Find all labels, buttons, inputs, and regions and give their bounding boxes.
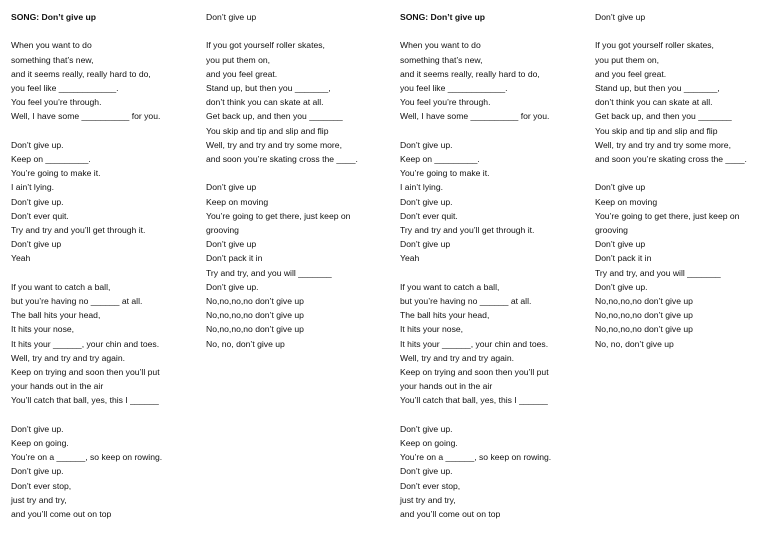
- lyric-line: Well, I have some __________ for you.: [11, 111, 161, 122]
- blank-line: [206, 24, 381, 38]
- lyric-line: and you’ll come out on top: [11, 509, 112, 520]
- lyric-line: You’ll catch that ball, yes, this I ______: [11, 395, 159, 406]
- lyric-line: just try and try,: [11, 494, 67, 505]
- blank-line: [11, 124, 195, 138]
- song-title: SONG: Don’t give up: [400, 12, 485, 22]
- lyric-line: No, no, don’t give up: [595, 338, 674, 349]
- lyric-line: No, no, don’t give up: [206, 338, 285, 349]
- song-title: SONG: Don’t give up: [11, 12, 96, 22]
- lyric-line: you put them on,: [595, 54, 660, 65]
- lyric-line: No,no,no,no don’t give up: [206, 296, 304, 307]
- lyric-line: Get back up, and then you _______: [206, 111, 343, 122]
- lyric-line: Don’t give up: [206, 12, 257, 22]
- lyric-line: Keep on trying and soon then you’ll put: [400, 367, 549, 378]
- lyric-line: you feel like ____________.: [11, 83, 119, 93]
- lyric-line: Try and try, and you will _______: [206, 267, 332, 278]
- lyric-line: and it seems really, really hard to do,: [400, 68, 540, 79]
- lyric-line: If you got yourself roller skates,: [595, 40, 714, 51]
- lyric-line: Don’t give up: [206, 239, 257, 250]
- lyric-line: Stand up, but then you _______,: [595, 83, 720, 93]
- lyric-line: I ain’t lying.: [11, 182, 54, 193]
- lyric-line: something that’s new,: [11, 54, 94, 65]
- lyrics-column-2: [206, 10, 381, 351]
- lyric-line: something that’s new,: [400, 54, 483, 65]
- lyric-line: grooving: [206, 225, 239, 236]
- lyric-line: You’re on a ______, so keep on rowing.: [400, 452, 552, 463]
- blank-line: [206, 166, 381, 180]
- lyric-line: just try and try,: [400, 494, 456, 505]
- lyric-line: No,no,no,no don’t give up: [595, 296, 693, 307]
- lyric-line: and it seems really, really hard to do,: [11, 68, 151, 79]
- lyric-line: Keep on _________.: [11, 154, 91, 164]
- lyric-line: don’t think you can skate at all.: [595, 97, 713, 108]
- lyric-line: Well, try and try and try again.: [400, 352, 514, 363]
- lyric-line: Keep on moving: [595, 196, 658, 207]
- lyric-line: You skip and tip and slip and flip: [206, 125, 329, 136]
- lyric-line: your hands out in the air: [400, 381, 493, 392]
- lyric-line: Don’t ever quit.: [11, 210, 69, 221]
- lyric-line: You feel you’re through.: [400, 97, 491, 108]
- lyric-line: Don’t ever stop,: [11, 480, 72, 491]
- lyric-line: Keep on going.: [11, 438, 69, 449]
- lyric-line: Get back up, and then you _______: [595, 111, 732, 122]
- blank-line: [595, 24, 765, 38]
- lyric-line: I ain’t lying.: [400, 182, 443, 193]
- lyric-line: Don’t give up: [595, 239, 646, 250]
- lyric-line: Well, try and try and try some more,: [595, 139, 731, 150]
- lyric-line: Stand up, but then you _______,: [206, 83, 331, 93]
- lyric-line: You feel you’re through.: [11, 97, 102, 108]
- lyric-line: Keep on moving: [206, 196, 269, 207]
- lyric-line: If you want to catch a ball,: [11, 281, 111, 292]
- lyric-line: The ball hits your head,: [400, 310, 490, 321]
- lyrics-column-1: [11, 10, 195, 521]
- lyric-line: Yeah: [11, 253, 31, 264]
- lyrics-column-4: [595, 10, 765, 351]
- blank-line: [11, 408, 195, 422]
- lyric-line: Don’t pack it in: [595, 253, 652, 264]
- lyric-line: Don’t give up.: [400, 139, 453, 150]
- blank-line: [400, 408, 584, 422]
- lyric-line: Don’t give up.: [11, 423, 64, 434]
- lyric-line: If you got yourself roller skates,: [206, 40, 325, 51]
- lyric-line: Try and try and you’ll get through it.: [400, 225, 535, 236]
- lyric-line: No,no,no,no don’t give up: [595, 310, 693, 321]
- lyric-line: and you feel great.: [595, 68, 667, 79]
- lyric-line: Well, try and try and try again.: [11, 352, 125, 363]
- lyric-line: you put them on,: [206, 54, 271, 65]
- lyric-line: Don’t give up.: [400, 423, 453, 434]
- lyric-line: grooving: [595, 225, 628, 236]
- blank-line: [400, 266, 584, 280]
- blank-line: [595, 166, 765, 180]
- lyric-line: and you’ll come out on top: [400, 509, 501, 520]
- lyric-line: No,no,no,no don’t give up: [206, 310, 304, 321]
- lyric-line: Don’t give up.: [400, 196, 453, 207]
- lyric-line: Don’t ever stop,: [400, 480, 461, 491]
- lyric-line: You skip and tip and slip and flip: [595, 125, 718, 136]
- lyric-line: your hands out in the air: [11, 381, 104, 392]
- lyric-line: You’re going to get there, just keep on: [206, 210, 351, 221]
- blank-line: [400, 124, 584, 138]
- lyric-line: Don’t give up: [595, 12, 646, 22]
- lyric-line: you feel like ____________.: [400, 83, 508, 93]
- blank-line: [400, 24, 584, 38]
- lyric-line: It hits your ______, your chin and toes.: [400, 338, 549, 349]
- lyric-line: Don’t give up.: [11, 196, 64, 207]
- lyric-line: but you’re having no ______ at all.: [400, 296, 532, 307]
- lyric-line: Try and try and you’ll get through it.: [11, 225, 146, 236]
- lyric-line: If you want to catch a ball,: [400, 281, 500, 292]
- lyric-line: Yeah: [400, 253, 420, 264]
- lyric-line: Keep on _________.: [400, 154, 480, 164]
- lyric-line: and soon you’re skating cross the ____.: [595, 154, 747, 165]
- lyric-line: Don’t give up.: [595, 281, 648, 292]
- lyric-line: Don’t give up.: [11, 139, 64, 150]
- lyric-line: Keep on trying and soon then you’ll put: [11, 367, 160, 378]
- lyric-line: Try and try, and you will _______: [595, 267, 721, 278]
- lyric-line: You’re on a ______, so keep on rowing.: [11, 452, 163, 463]
- lyric-line: Don’t ever quit.: [400, 210, 458, 221]
- lyric-line: It hits your nose,: [400, 324, 464, 335]
- lyrics-column-3: [400, 10, 584, 521]
- lyric-line: but you’re having no ______ at all.: [11, 296, 143, 307]
- lyric-line: Don’t give up.: [400, 466, 453, 477]
- blank-line: [11, 266, 195, 280]
- lyric-line: You’re going to make it.: [400, 168, 490, 179]
- lyric-line: Well, try and try and try some more,: [206, 139, 342, 150]
- lyric-line: don’t think you can skate at all.: [206, 97, 324, 108]
- lyric-line: Keep on going.: [400, 438, 458, 449]
- lyric-line: No,no,no,no don’t give up: [595, 324, 693, 335]
- lyric-line: The ball hits your head,: [11, 310, 101, 321]
- lyric-line: Don’t give up.: [206, 281, 259, 292]
- lyric-line: It hits your nose,: [11, 324, 75, 335]
- lyric-line: Don’t give up: [11, 239, 62, 250]
- lyric-line: You’ll catch that ball, yes, this I ______: [400, 395, 548, 406]
- blank-line: [11, 24, 195, 38]
- lyric-line: You’re going to get there, just keep on: [595, 210, 740, 221]
- lyric-line: Don’t give up.: [11, 466, 64, 477]
- lyric-line: When you want to do: [11, 40, 92, 51]
- lyric-line: You’re going to make it.: [11, 168, 101, 179]
- lyric-line: Don’t give up: [595, 182, 646, 193]
- lyric-line: No,no,no,no don’t give up: [206, 324, 304, 335]
- lyric-line: When you want to do: [400, 40, 481, 51]
- lyric-line: Well, I have some __________ for you.: [400, 111, 550, 122]
- lyric-line: Don’t give up: [400, 239, 451, 250]
- lyric-line: and soon you’re skating cross the ____.: [206, 154, 358, 165]
- lyric-line: Don’t pack it in: [206, 253, 263, 264]
- lyric-line: It hits your ______, your chin and toes.: [11, 338, 160, 349]
- lyric-line: and you feel great.: [206, 68, 278, 79]
- lyric-line: Don’t give up: [206, 182, 257, 193]
